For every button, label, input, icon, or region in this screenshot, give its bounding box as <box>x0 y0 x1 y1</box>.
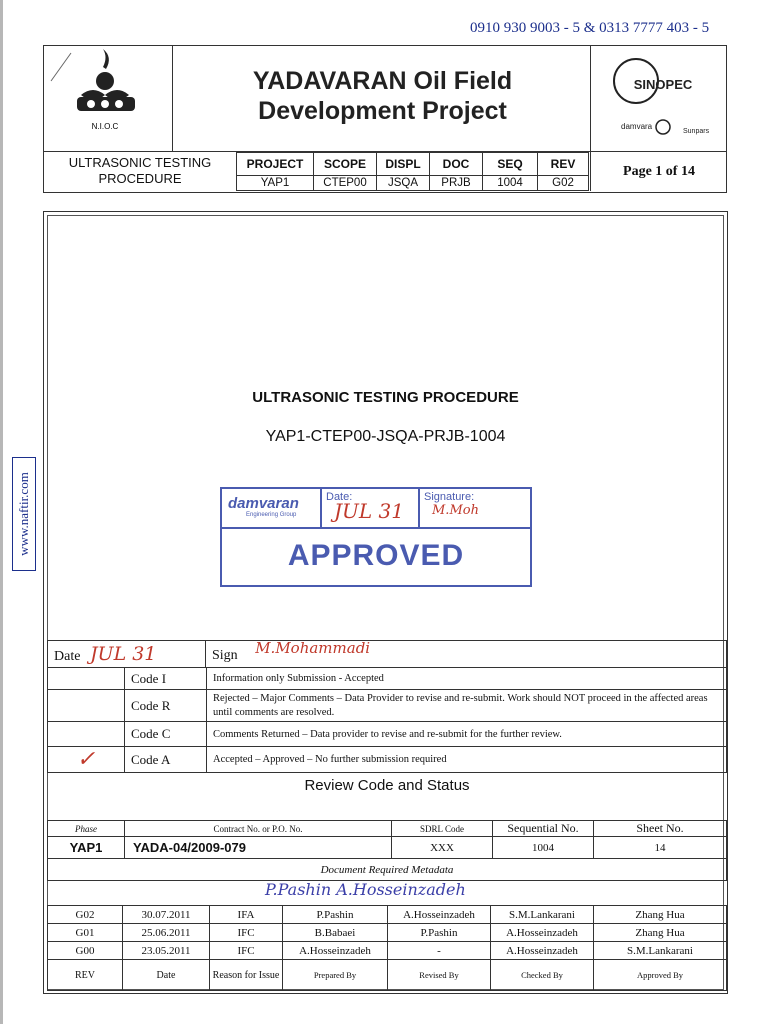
stamp-status: APPROVED <box>287 539 465 572</box>
meta-value: YAP1 <box>48 837 125 859</box>
review-code-row <box>48 690 727 722</box>
revision-table <box>47 905 727 991</box>
code-header: PROJECT <box>237 153 314 176</box>
review-date-cell: Date JUL 31 <box>48 641 206 668</box>
reason-cell: IFC <box>210 942 283 960</box>
revision-signatures: P.Pashin A.Hosseinzadeh <box>265 880 466 899</box>
partner-logo-cell <box>590 45 727 151</box>
svg-text:N.I.O.C: N.I.O.C <box>91 122 119 131</box>
review-check-cell <box>48 690 125 722</box>
review-sign-value: M.Mohammadi <box>255 638 371 657</box>
code-value: YAP1 <box>237 176 314 191</box>
meta-label: Contract No. or P.O. No. <box>125 821 392 837</box>
review-check-cell <box>48 722 125 747</box>
stamp-date-label: Date: <box>326 491 353 503</box>
stamp-company-logo: damvaran Engineering Group <box>228 495 299 518</box>
review-check-cell <box>48 668 125 690</box>
revision-row <box>48 924 727 942</box>
meta-label: Sequential No. <box>493 821 594 837</box>
stamp-signature-label: Signature: <box>424 491 475 503</box>
code-value: 1004 <box>483 176 538 191</box>
code-value: CTEP00 <box>314 176 377 191</box>
review-code-row <box>48 747 727 773</box>
approved-cell: Zhang Hua <box>594 906 727 924</box>
check-mark-icon: ✓ <box>76 747 96 772</box>
date-cell: 23.05.2011 <box>123 942 210 960</box>
review-codes-list <box>47 667 727 773</box>
date-cell: 25.06.2011 <box>123 924 210 942</box>
code-value: G02 <box>538 176 589 191</box>
label-cell: REV <box>48 960 123 991</box>
review-code-desc: Accepted – Approved – No further submission required <box>207 747 727 773</box>
title-line-2: Development Project <box>258 97 507 125</box>
meta-label: SDRL Code <box>392 821 493 837</box>
revision-row <box>48 942 727 960</box>
review-status-title: Review Code and Status <box>304 777 470 794</box>
code-header: SEQ <box>483 153 538 176</box>
meta-caption: Document Required Metadata <box>48 859 727 881</box>
meta-label: Phase <box>48 821 125 837</box>
client-logo-cell <box>43 45 173 151</box>
partner-logos-icon <box>591 45 728 151</box>
checked-cell: A.Hosseinzadeh <box>491 924 594 942</box>
meta-label: Sheet No. <box>594 821 727 837</box>
svg-text:SINOPEC: SINOPEC <box>633 77 693 92</box>
label-cell: Revised By <box>388 960 491 991</box>
code-header: SCOPE <box>314 153 377 176</box>
prepared-cell: A.Hosseinzadeh <box>283 942 388 960</box>
label-cell: Date <box>123 960 210 991</box>
review-date-value: JUL 31 <box>89 643 157 665</box>
code-header: DOC <box>430 153 483 176</box>
code-value: JSQA <box>377 176 430 191</box>
label-cell: Approved By <box>594 960 727 991</box>
revised-cell: A.Hosseinzadeh <box>388 906 491 924</box>
reason-cell: IFC <box>210 924 283 942</box>
review-code: Code I <box>125 668 207 690</box>
meta-value: 14 <box>594 837 727 859</box>
review-code: Code A <box>125 747 207 773</box>
stamp-divider <box>320 489 322 527</box>
label-cell: Reason for Issue <box>210 960 283 991</box>
date-cell: 30.07.2011 <box>123 906 210 924</box>
project-title <box>175 66 590 126</box>
review-code: Code C <box>125 722 207 747</box>
review-code: Code R <box>125 690 207 722</box>
prepared-cell: B.Babaei <box>283 924 388 942</box>
meta-value: 1004 <box>493 837 594 859</box>
rev-cell: G00 <box>48 942 123 960</box>
svg-text:damvara: damvara <box>621 122 653 131</box>
document-code-table <box>236 152 589 191</box>
title-line-1: YADAVARAN Oil Field <box>252 67 513 95</box>
meta-value: YADA-04/2009-079 <box>125 837 392 859</box>
document-number: YAP1-CTEP00-JSQA-PRJB-1004 <box>265 428 506 445</box>
revision-label-row <box>48 960 727 991</box>
nioc-logo-icon <box>43 45 173 151</box>
review-code-table <box>47 640 727 668</box>
prepared-cell: P.Pashin <box>283 906 388 924</box>
svg-text:Sunpars: Sunpars <box>683 128 710 135</box>
review-check-cell <box>48 747 125 773</box>
reason-cell: IFA <box>210 906 283 924</box>
review-code-row <box>48 668 727 690</box>
stamp-signature-value: M.Moh <box>432 503 479 518</box>
checked-cell: A.Hosseinzadeh <box>491 942 594 960</box>
review-sign-cell: Sign M.Mohammadi <box>206 641 727 668</box>
rev-cell: G02 <box>48 906 123 924</box>
metadata-table <box>47 820 727 881</box>
site-watermark[interactable]: www.naftir.com <box>12 457 36 571</box>
code-value: PRJB <box>430 176 483 191</box>
code-header: REV <box>538 153 589 176</box>
review-code-desc: Comments Returned – Data provider to revise and re-submit for the further review. <box>207 722 727 747</box>
document-name: ULTRASONIC TESTING PROCEDURE <box>68 155 212 186</box>
rev-cell: G01 <box>48 924 123 942</box>
stamp-divider <box>418 489 420 527</box>
revised-cell: - <box>388 942 491 960</box>
revision-row <box>48 906 727 924</box>
page-number: Page 1 of 14 <box>590 152 727 191</box>
approved-cell: S.M.Lankarani <box>594 942 727 960</box>
document-title: ULTRASONIC TESTING PROCEDURE <box>252 389 519 406</box>
approved-stamp <box>220 487 532 587</box>
stamp-header-row <box>222 489 530 529</box>
review-code-row <box>48 722 727 747</box>
meta-value: XXX <box>392 837 493 859</box>
code-header: DISPL <box>377 153 430 176</box>
page-edge <box>0 0 3 1024</box>
review-code-desc: Information only Submission - Accepted <box>207 668 727 690</box>
review-code-desc: Rejected – Major Comments – Data Provider to revise and re-submit. Work should NOT proceed in the affected areas until comments are resolved. <box>207 690 727 722</box>
approved-cell: Zhang Hua <box>594 924 727 942</box>
label-cell: Checked By <box>491 960 594 991</box>
checked-cell: S.M.Lankarani <box>491 906 594 924</box>
revised-cell: P.Pashin <box>388 924 491 942</box>
label-cell: Prepared By <box>283 960 388 991</box>
stamp-date-value: JUL 31 <box>334 499 404 523</box>
phone-watermark: 0910 930 9003 - 5 & 0313 7777 403 - 5 <box>470 20 710 36</box>
